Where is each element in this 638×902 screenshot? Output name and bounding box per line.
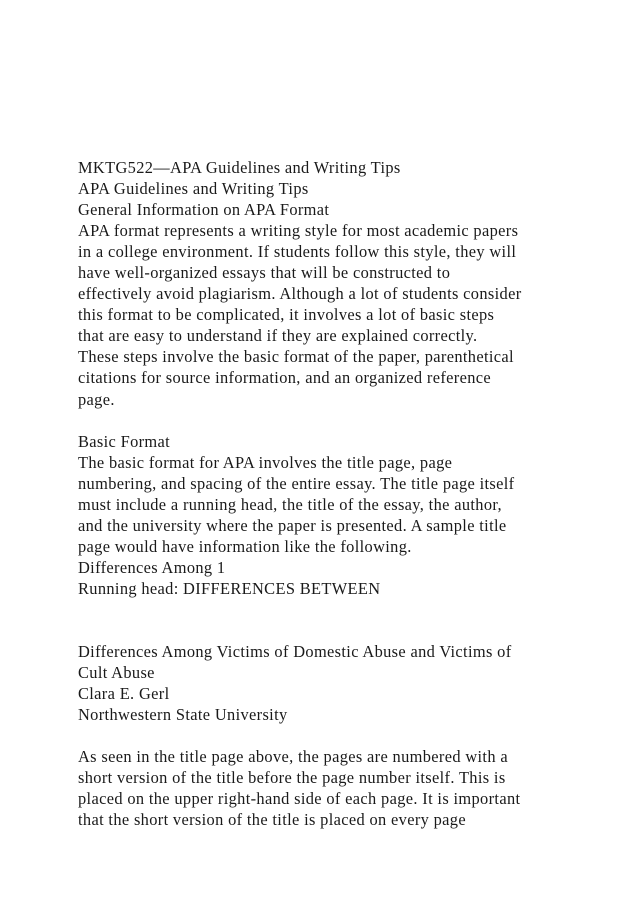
paragraph-line: page would have information like the following. [78,536,412,556]
paragraph-line: that the short version of the title is placed on every page [78,810,466,830]
document-title-line: APA Guidelines and Writing Tips [78,179,309,199]
paragraph-line: in a college environment. If students follow this style, they will [78,242,517,262]
sample-title-line: Cult Abuse [78,663,155,683]
paragraph-line: that are easy to understand if they are explained correctly. [78,326,478,346]
paragraph-line: As seen in the title page above, the pages are numbered with a [78,747,508,767]
document-text [78,157,623,831]
paragraph-line: must include a running head, the title of the essay, the author, [78,494,502,514]
paragraph-line: citations for source information, and an organized reference [78,368,491,388]
paragraph-line: These steps involve the basic format of the paper, parenthetical [78,347,514,367]
paragraph-line: and the university where the paper is presented. A sample title [78,515,507,535]
paragraph-line: The basic format for APA involves the title page, page [78,452,453,472]
blank-line [78,725,623,746]
paragraph-line: have well-organized essays that will be constructed to [78,263,451,283]
paragraph-line: APA format represents a writing style for most academic papers [78,221,519,241]
sample-university-line: Northwestern State University [78,705,288,725]
sample-running-head-line: Running head: DIFFERENCES BETWEEN [78,578,381,598]
section-heading-general-info: General Information on APA Format [78,200,330,220]
section-heading-basic-format: Basic Format [78,431,171,451]
course-title-line: MKTG522—APA Guidelines and Writing Tips [78,158,401,177]
paragraph-line: this format to be complicated, it involves a lot of basic steps [78,305,495,325]
sample-author-line: Clara E. Gerl [78,684,170,704]
paragraph-line: effectively avoid plagiarism. Although a lot of students consider [78,284,522,304]
paragraph-line: page. [78,389,115,409]
sample-header-line: Differences Among 1 [78,557,226,577]
blank-line [78,410,623,431]
blank-line [78,620,623,641]
paragraph-line: placed on the upper right-hand side of each page. It is important [78,789,521,809]
blank-line [78,599,623,620]
paragraph-line: short version of the title before the page number itself. This is [78,768,506,788]
paragraph-line: numbering, and spacing of the entire essay. The title page itself [78,473,515,493]
sample-title-line: Differences Among Victims of Domestic Abuse and Victims of [78,642,512,662]
